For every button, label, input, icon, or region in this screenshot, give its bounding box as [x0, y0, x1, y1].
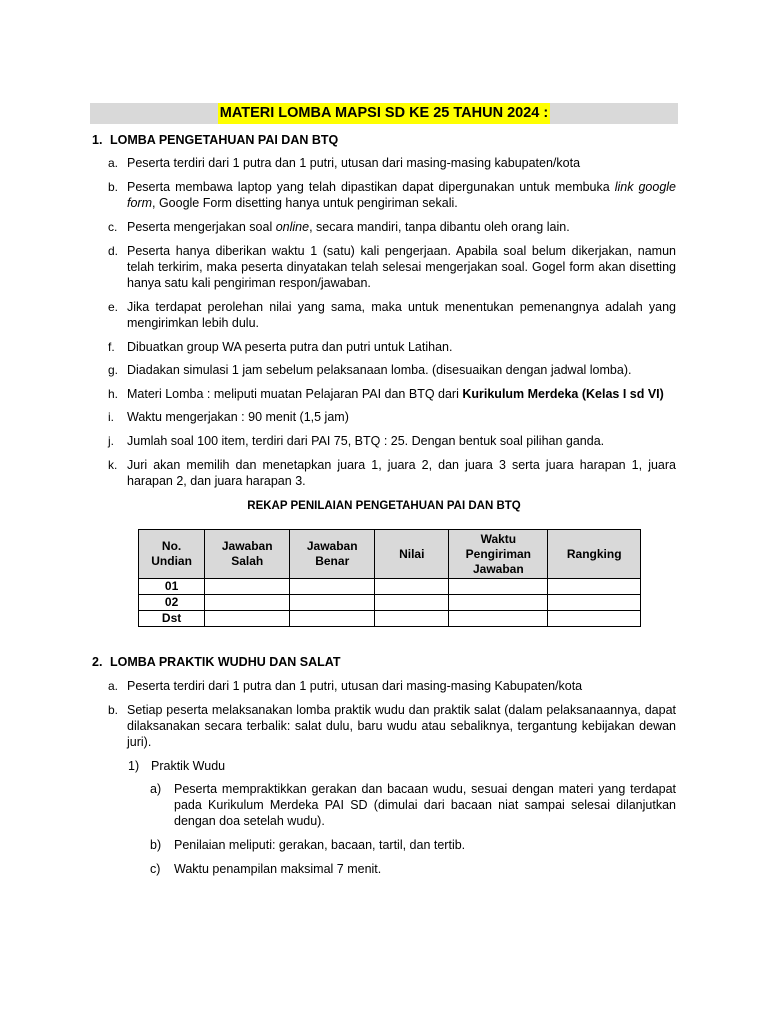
- sub-sub-item-text: Penilaian meliputi: gerakan, bacaan, tartil, dan tertib.: [174, 838, 466, 852]
- table-cell: [290, 611, 375, 627]
- italic-link-text: link google form: [127, 180, 677, 210]
- table-cell: [449, 611, 548, 627]
- list-item-text: Juri akan memilih dan menetapkan juara 1, juara 2, dan juara 3 serta juara harapan 1, juara harapan 2, dan juara harapan 3.: [127, 458, 676, 488]
- list-item-label: j.: [108, 434, 114, 448]
- list-item-label: h.: [108, 387, 119, 401]
- list-item: [108, 386, 676, 402]
- list-item-label: b.: [108, 703, 119, 717]
- list-item-text: Waktu mengerjakan : 90 menit (1,5 jam): [127, 410, 349, 424]
- list-item-label: f.: [108, 340, 115, 354]
- list-item: [108, 362, 676, 378]
- list-item-text: Jumlah soal 100 item, terdiri dari PAI 75, BTQ : 25. Dengan bentuk soal pilihan ganda.: [127, 434, 605, 448]
- table-cell: Dst: [139, 611, 205, 627]
- table-cell: [205, 611, 290, 627]
- table-cell: [290, 579, 375, 595]
- list-item: [108, 155, 676, 171]
- table-row: [139, 595, 641, 611]
- table-cell: [548, 595, 641, 611]
- column-header: Waktu Pengiriman Jawaban: [449, 530, 548, 579]
- list-item-text: Peserta hanya diberikan waktu 1 (satu) kali pengerjaan. Apabila soal belum dikerjakan, namun telah terkirim, maka peserta dinyatakan telah selesai mengerjakan soal. Gogel form akan disetting hanya satu kali pengiriman respon/jawaban.: [127, 244, 676, 290]
- section-title: LOMBA PENGETAHUAN PAI DAN BTQ: [110, 133, 339, 147]
- section-1-heading: [92, 132, 338, 148]
- sub-item-text: Praktik Wudu: [151, 759, 226, 773]
- table-cell: 01: [139, 579, 205, 595]
- list-item-text: Peserta terdiri dari 1 putra dan 1 putri, utusan dari masing-masing Kabupaten/kota: [127, 679, 583, 693]
- column-header: Nilai: [375, 530, 449, 579]
- sub-sub-item-text: Peserta mempraktikkan gerakan dan bacaan wudu, sesuai dengan materi yang terdapat pada Kurikulum Merdeka PAI SD (dimulai dari bacaan niat sampai selesai dilanjutkan dengan doa setelah wudu).: [174, 782, 676, 828]
- table-cell: [375, 611, 449, 627]
- list-item: [108, 457, 676, 489]
- list-item-label: c.: [108, 220, 118, 234]
- list-item: [108, 339, 676, 355]
- sub-sub-item-text: Waktu penampilan maksimal 7 menit.: [174, 862, 382, 876]
- list-item-text: Peserta membawa laptop yang telah dipastikan dapat dipergunakan untuk membuka link google form, Google Form disetting hanya untuk pengiriman sekali.: [127, 180, 677, 210]
- table-cell: 02: [139, 595, 205, 611]
- sub-item-praktik-wudu: [128, 758, 676, 774]
- column-header: Rangking: [548, 530, 641, 579]
- list-item: [108, 702, 676, 750]
- list-item: [108, 179, 676, 211]
- list-item-label: i.: [108, 410, 114, 424]
- table-cell: [548, 579, 641, 595]
- list-item: [108, 219, 676, 235]
- list-item-label: b.: [108, 180, 119, 194]
- list-item-text: Dibuatkan group WA peserta putra dan putri untuk Latihan.: [127, 340, 453, 354]
- table-row: [139, 611, 641, 627]
- page-title: MATERI LOMBA MAPSI SD KE 25 TAHUN 2024 :: [218, 103, 550, 124]
- list-item-label: k.: [108, 458, 118, 472]
- section-number: 1.: [92, 133, 103, 147]
- column-header: No. Undian: [139, 530, 205, 579]
- table-cell: [205, 595, 290, 611]
- list-item-text: Diadakan simulasi 1 jam sebelum pelaksanaan lomba. (disesuaikan dengan jadwal lomba).: [127, 363, 632, 377]
- section-2-heading: [92, 654, 341, 670]
- sub-sub-item-label: a): [150, 782, 162, 796]
- title-bar: [90, 103, 678, 124]
- sub-sub-item-label: b): [150, 838, 162, 852]
- curriculum-bold-text: Kurikulum Merdeka (Kelas I sd VI): [462, 387, 664, 401]
- table-cell: [449, 579, 548, 595]
- column-header: Jawaban Benar: [290, 530, 375, 579]
- list-item-text: Jika terdapat perolehan nilai yang sama, maka untuk menentukan pemenangnya adalah yang mengirimkan lebih dulu.: [127, 300, 676, 330]
- table-row: [139, 579, 641, 595]
- table-title: REKAP PENILAIAN PENGETAHUAN PAI DAN BTQ: [247, 500, 521, 512]
- sub-sub-item-label: c): [150, 862, 161, 876]
- list-item-text: Peserta mengerjakan soal online, secara mandiri, tanpa dibantu oleh orang lain.: [127, 220, 570, 234]
- list-item: [108, 678, 676, 694]
- list-item: [108, 433, 676, 449]
- table-cell: [290, 595, 375, 611]
- list-item-label: d.: [108, 244, 119, 258]
- sub-sub-item: [150, 837, 676, 853]
- list-item-label: a.: [108, 156, 119, 170]
- list-item-label: e.: [108, 300, 119, 314]
- table-cell: [205, 579, 290, 595]
- sub-item-label: 1): [128, 759, 140, 773]
- table-cell: [449, 595, 548, 611]
- section-number: 2.: [92, 655, 103, 669]
- list-item-label: g.: [108, 363, 119, 377]
- sub-sub-item: [150, 781, 676, 829]
- list-item-text: Setiap peserta melaksanakan lomba praktik wudu dan praktik salat (dalam pelaksanaannya, dapat dilaksanakan secara terbalik: salat dulu, baru wudu atau sebaliknya, tergantung kebijakan dewan juri).: [127, 703, 676, 749]
- sub-sub-item: [150, 861, 676, 877]
- rekap-table: [138, 529, 641, 627]
- list-item-text: Peserta terdiri dari 1 putra dan 1 putri, utusan dari masing-masing kabupaten/kota: [127, 156, 581, 170]
- list-item: [108, 409, 676, 425]
- list-item: [108, 243, 676, 291]
- table-cell: [375, 595, 449, 611]
- table-header-row: [139, 530, 641, 579]
- list-item-text: Materi Lomba : meliputi muatan Pelajaran PAI dan BTQ dari Kurikulum Merdeka (Kelas I sd VI): [127, 387, 664, 401]
- table-cell: [548, 611, 641, 627]
- table-cell: [375, 579, 449, 595]
- column-header: Jawaban Salah: [205, 530, 290, 579]
- section-title: LOMBA PRAKTIK WUDHU DAN SALAT: [110, 655, 341, 669]
- list-item: [108, 299, 676, 331]
- list-item-label: a.: [108, 679, 119, 693]
